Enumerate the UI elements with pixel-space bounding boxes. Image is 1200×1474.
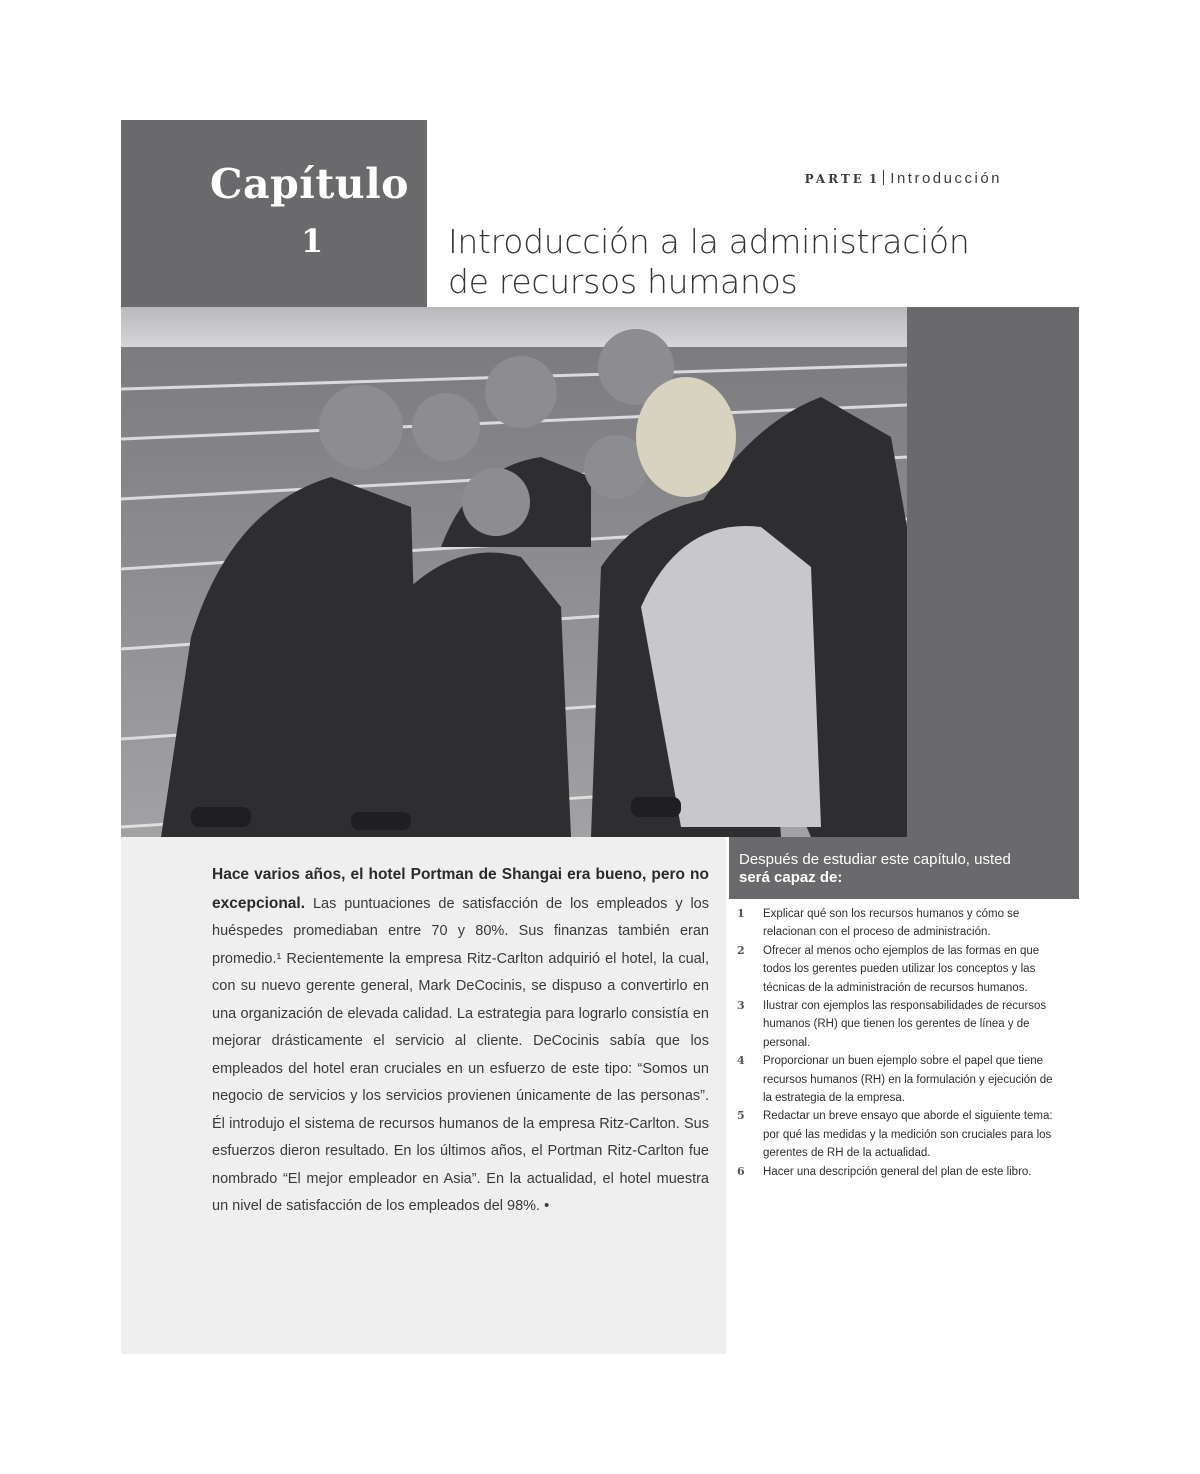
objective-number: 4 — [737, 1054, 745, 1068]
photo-illustration — [121, 307, 907, 837]
objective-item — [737, 942, 1057, 997]
chapter-number: 1 — [301, 222, 324, 260]
objectives-header-line2: será capaz de: — [739, 869, 843, 886]
team-huddle-photo — [121, 307, 907, 837]
part-label: PARTE — [804, 172, 865, 186]
chapter-word: Capítulo — [209, 160, 409, 208]
objective-item — [737, 1163, 1057, 1181]
intro-paragraph — [212, 861, 709, 1221]
objective-number: 1 — [737, 907, 745, 920]
intro-body: Las puntuaciones de satisfacción de los empleados y los huéspedes promediaban entre 70 y 80%. Sus finanzas también eran promedio.¹ Recientemente la empresa Ritz-Carlton adquirió el hotel, la cual, con su nuevo gerente general, Mark DeCocinis, se dispuso a convertirlo en una organización de elevada calidad. La estrategia para lograrlo consistía en mejorar drásticamente el servicio al cliente. DeCocinis sabía que los empleados del hotel eran cruciales en un esfuerzo de este tipo: “Somos un negocio de servicios y los servicios provienen únicamente de las personas”. Él introdujo el sistema de recursos humanos de la empresa Ritz-Carlton. Sus esfuerzos dieron resultado. En los últimos años, el Portman Ritz-Carlton fue nombrado “El mejor empleador en Asia”. En la actualidad, el hotel muestra un nivel de satisfacción de los empleados del 98%. — [212, 895, 709, 1214]
objective-item — [737, 997, 1057, 1052]
objectives-header-line1: Después de estudiar este capítulo, usted — [739, 851, 1011, 868]
chapter-title — [448, 222, 1048, 302]
part-number: 1 — [868, 172, 878, 186]
objective-text: Redactar un breve ensayo que aborde el siguiente tema: por qué las medidas y la medición son cruciales para los gerentes de RH de la actualidad. — [763, 1110, 1053, 1160]
part-heading — [805, 170, 1002, 187]
part-divider — [883, 170, 884, 185]
chapter-label-box — [121, 120, 427, 307]
chapter-title-line1: Introducción a la administración — [448, 222, 970, 261]
objective-number: 3 — [737, 999, 745, 1013]
objective-item — [737, 1052, 1057, 1107]
objectives-list — [737, 905, 1057, 1181]
chapter-title-line2: de recursos humanos — [448, 262, 798, 301]
decorative-side-bar — [907, 307, 1079, 837]
objective-text: Ilustrar con ejemplos las responsabilidades de recursos humanos (RH) que tienen los gerentes de línea y de personal. — [763, 1000, 1047, 1049]
objective-number: 6 — [737, 1164, 745, 1178]
objective-text: Ofrecer al menos ocho ejemplos de las formas en que todos los gerentes pueden utilizar los conceptos y las técnicas de la administración de recursos humanos. — [763, 944, 1040, 994]
objective-text: Hacer una descripción general del plan de este libro. — [763, 1165, 1032, 1178]
objective-text: Explicar qué son los recursos humanos y cómo se relacionan con el proceso de administración. — [763, 908, 1020, 939]
intro-end-mark: • — [544, 1198, 550, 1214]
objective-text: Proporcionar un buen ejemplo sobre el papel que tiene recursos humanos (RH) en la formulación y ejecución de la estrategia de la empresa. — [763, 1055, 1053, 1105]
objective-number: 5 — [737, 1109, 745, 1123]
objective-number: 2 — [737, 943, 745, 957]
objective-item — [737, 905, 1057, 942]
part-title: Introducción — [890, 170, 1002, 187]
objectives-header — [729, 837, 1079, 899]
intro-lead: Hace varios años, el hotel Portman de Shangai era bueno, pero no excepcional. — [212, 866, 709, 912]
objective-item — [737, 1107, 1057, 1162]
